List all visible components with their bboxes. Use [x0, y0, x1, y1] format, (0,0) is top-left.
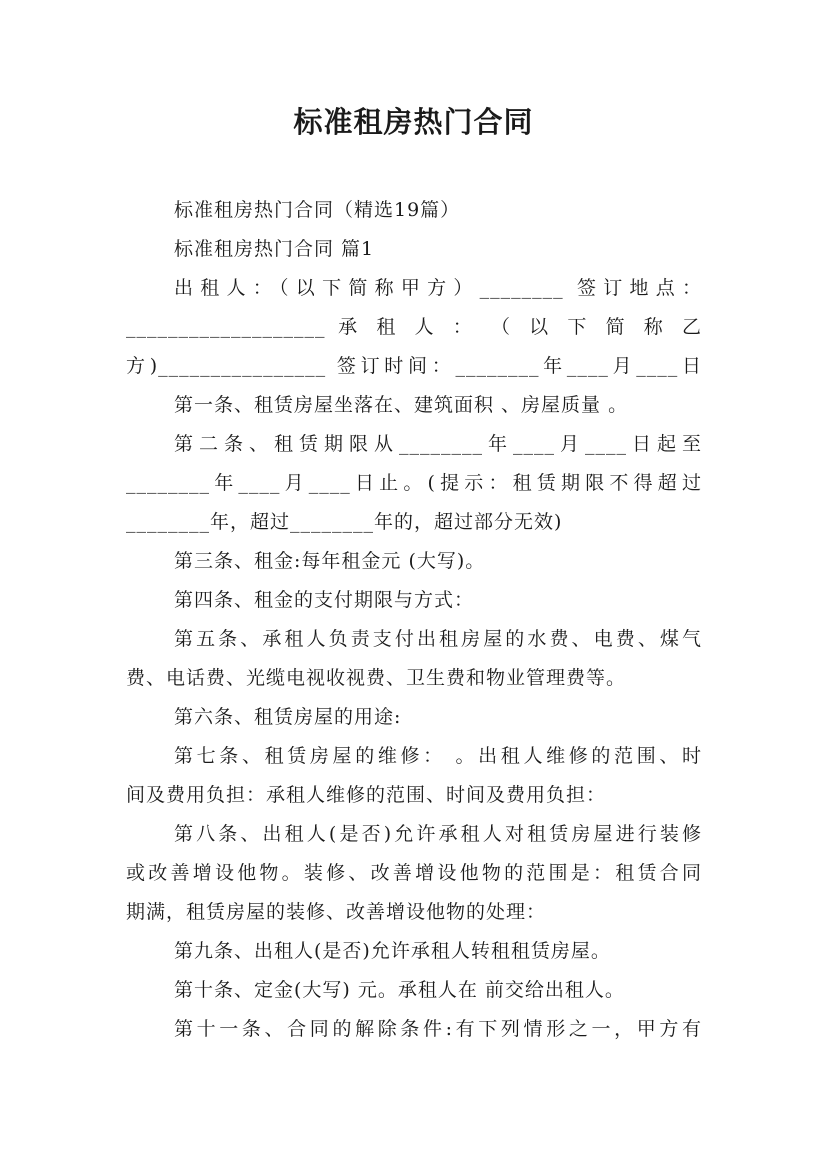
- document-body: [126, 191, 702, 1049]
- document-line: ________年____月____日止。(提示：租赁期限不得超过: [126, 472, 702, 494]
- document-line: 间及费用负担：承租人维修的范围、时间及费用负担：: [126, 784, 607, 806]
- document-line: 第八条、出租人(是否)允许承租人对租赁房屋进行装修: [174, 823, 702, 845]
- document-line: 标准租房热门合同 篇1: [174, 238, 375, 260]
- document-line: 第十条、定金(大写) 元。承租人在 前交给出租人。: [174, 979, 625, 1001]
- document-line: 或改善增设他物。装修、改善增设他物的范围是：租赁合同: [126, 862, 702, 884]
- document-line: 方)________________ 签订时间：________年____月____日: [126, 355, 702, 377]
- document-line: 第七条、租赁房屋的维修： 。出租人维修的范围、时: [174, 745, 702, 767]
- document-line: 标准租房热门合同（精选19篇）: [174, 199, 461, 221]
- document-line: 第六条、租赁房屋的用途:: [174, 706, 402, 728]
- document-line: 第四条、租金的支付期限与方式：: [174, 589, 475, 611]
- document-line: 第一条、租赁房屋坐落在、建筑面积 、房屋质量 。: [174, 394, 629, 416]
- document-line: ________年，超过________年的，超过部分无效): [126, 511, 563, 533]
- document-line: 第五条、承租人负责支付出租房屋的水费、电费、煤气: [174, 628, 702, 650]
- document-line: 出租人：（以下简称甲方）________ 签订地点：: [174, 277, 702, 299]
- document-line: 第三条、租金:每年租金元 (大写)。: [174, 550, 486, 572]
- document-line: 期满，租赁房屋的装修、改善增设他物的处理：: [126, 901, 547, 923]
- document-line: 第二条、租赁期限从________年____月____日起至: [174, 433, 702, 455]
- document-line: ___________________ 承 租 人 ： （ 以 下 简 称 乙: [126, 316, 702, 338]
- document-line: 费、电话费、光缆电视收视费、卫生费和物业管理费等。: [126, 667, 627, 689]
- document-title: 标准租房热门合同: [293, 105, 534, 139]
- document-line: 第九条、出租人(是否)允许承租人转租租赁房屋。: [174, 940, 611, 962]
- document-line: 第十一条、合同的解除条件:有下列情形之一，甲方有: [174, 1018, 702, 1040]
